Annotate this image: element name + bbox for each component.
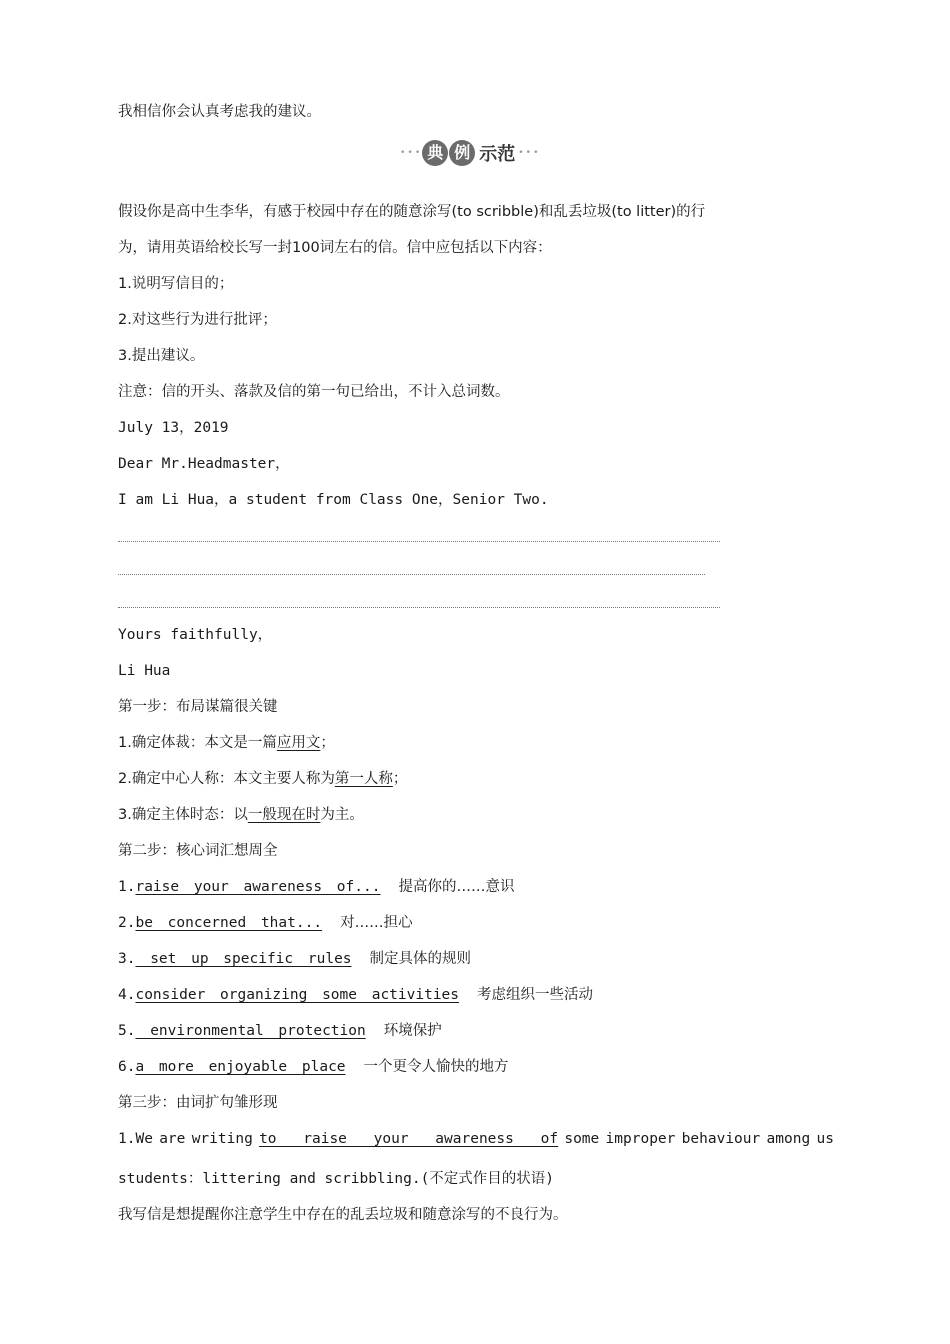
task-item-1: 1.说明写信目的； — [118, 276, 234, 292]
vocab-item-3-en: set up specific rules — [135, 951, 352, 967]
vocab-item-5-en: environmental protection — [135, 1023, 366, 1039]
task-item-2: 2.对这些行为进行批评； — [118, 312, 277, 328]
step1-item-2-suffix: ； — [392, 771, 408, 787]
step3-sentence-1-line2: students：littering and scribbling.(不定式作目的状语) — [118, 1171, 555, 1187]
step1-item-1-prefix: 1.确定体裁：本文是一篇 — [118, 735, 277, 751]
step1-item-1-suffix: ； — [320, 735, 335, 751]
step1-item-2-key: 第一人称 — [334, 771, 393, 787]
vocab-item-2-en: be concerned that... — [135, 915, 323, 931]
vocab-item-4-en: consider organizing some activities — [135, 987, 460, 1003]
step1-item-3 — [118, 805, 364, 825]
letter-date: July 13，2019 — [118, 420, 229, 436]
vocab-item-2-zh: 对……担心 — [340, 915, 413, 931]
vocab-item-3 — [118, 949, 471, 969]
vocab-item-5-zh: 环境保护 — [383, 1023, 442, 1039]
vocab-item-1-en: raise your awareness of... — [135, 879, 381, 895]
step1-item-3-key: 一般现在时 — [247, 807, 321, 823]
sentence-word: some — [564, 1131, 600, 1147]
decor-dots-left: ••• — [400, 148, 423, 158]
step2-title: 第二步：核心词汇想周全 — [118, 843, 278, 859]
step3-sentence-1-translation: 我写信是想提醒你注意学生中存在的乱丢垃圾和随意涂写的不良行为。 — [118, 1207, 568, 1223]
sentence-key-phrase: to raise your awareness of — [259, 1131, 559, 1147]
sentence-word: are — [159, 1131, 186, 1147]
vocab-item-3-zh: 制定具体的规则 — [369, 951, 472, 967]
vocab-item-6-en: a more enjoyable place — [135, 1059, 346, 1075]
task-note: 注意：信的开头、落款及信的第一句已给出，不计入总词数。 — [118, 384, 510, 400]
header-rest: 示范 — [479, 144, 516, 165]
header-char-1: 典 — [422, 140, 448, 166]
step1-title: 第一步：布局谋篇很关键 — [118, 699, 278, 715]
writing-blank-line-1[interactable] — [118, 541, 720, 542]
sentence-word: 1.We — [118, 1131, 153, 1147]
vocab-item-1-num: 1. — [118, 879, 136, 895]
sentence-word: us — [816, 1131, 834, 1147]
letter-signature: Li Hua — [118, 663, 171, 679]
letter-first-sentence: I am Li Hua，a student from Class One，Senior Two. — [118, 492, 549, 508]
vocab-item-1-zh: 提高你的……意识 — [398, 879, 515, 895]
step1-item-3-prefix: 3.确定主体时态：以 — [118, 807, 248, 823]
letter-greeting: Dear Mr.Headmaster， — [118, 456, 290, 472]
step1-item-3-suffix: 为主。 — [320, 807, 364, 823]
sentence-word: writing — [191, 1131, 253, 1147]
vocab-item-4 — [118, 985, 593, 1005]
decor-dots-right: ••• — [518, 148, 541, 158]
vocab-item-6-num: 6. — [118, 1059, 136, 1075]
letter-closing: Yours faithfully， — [118, 627, 273, 643]
vocab-item-6 — [118, 1057, 509, 1077]
vocab-item-6-zh: 一个更令人愉快的地方 — [363, 1059, 509, 1075]
vocab-item-4-num: 4. — [118, 987, 136, 1003]
vocab-item-1 — [118, 877, 514, 897]
section-header-example — [400, 139, 541, 167]
vocab-item-3-num: 3. — [118, 951, 136, 967]
step3-sentence-1-line1 — [118, 1129, 834, 1149]
task-paragraph-line2: 为，请用英语给校长写一封100词左右的信。信中应包括以下内容： — [118, 240, 552, 256]
vocab-item-2 — [118, 913, 413, 933]
sentence-word: among — [766, 1131, 811, 1147]
step1-item-2-prefix: 2.确定中心人称：本文主要人称为 — [118, 771, 335, 787]
writing-blank-line-2[interactable] — [118, 574, 705, 575]
sentence-word: improper — [605, 1131, 676, 1147]
task-paragraph-line1: 假设你是高中生李华，有感于校园中存在的随意涂写(to scribble)和乱丢垃圾(to litter)的行 — [118, 204, 706, 220]
step1-item-1-key: 应用文 — [276, 735, 321, 751]
vocab-item-4-zh: 考虑组织一些活动 — [477, 987, 594, 1003]
header-char-2: 例 — [449, 140, 475, 166]
vocab-item-5 — [118, 1021, 442, 1041]
vocab-item-2-num: 2. — [118, 915, 136, 931]
step3-title: 第三步：由词扩句雏形现 — [118, 1095, 278, 1111]
vocab-item-5-num: 5. — [118, 1023, 136, 1039]
task-item-3: 3.提出建议。 — [118, 348, 205, 364]
writing-blank-line-3[interactable] — [118, 607, 720, 608]
sentence-word: behaviour — [681, 1131, 761, 1147]
step1-item-2 — [118, 769, 407, 789]
step1-item-1 — [118, 733, 335, 753]
intro-line: 我相信你会认真考虑我的建议。 — [118, 104, 321, 120]
